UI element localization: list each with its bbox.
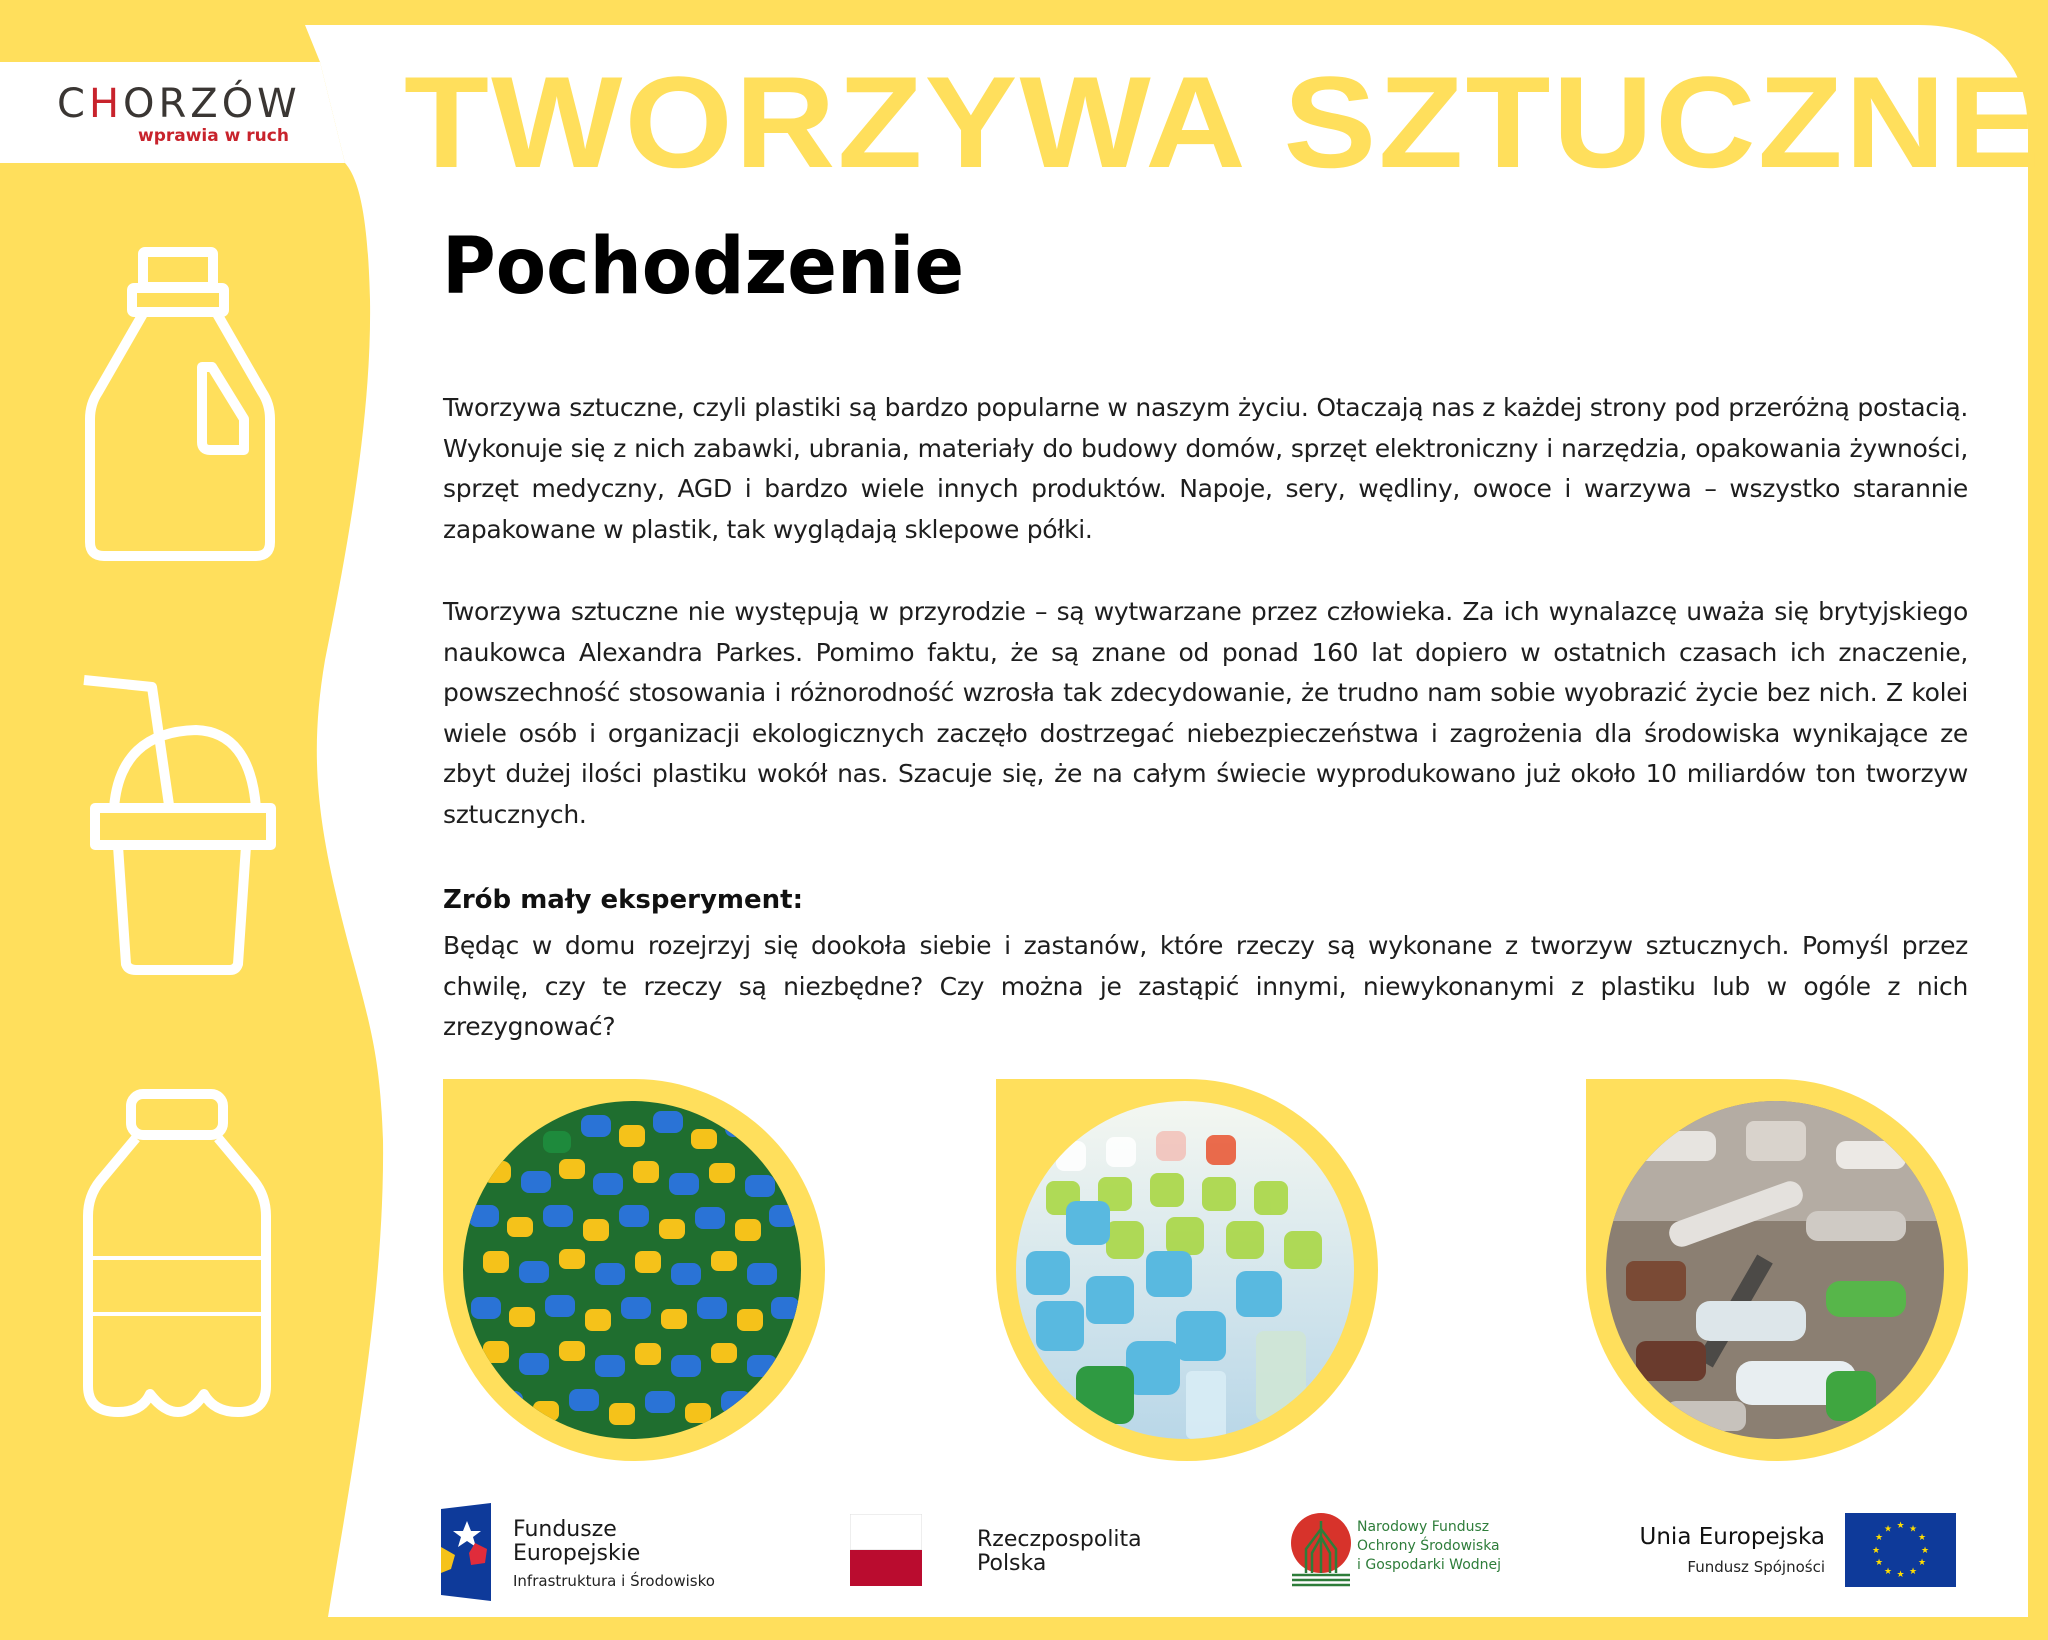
plastic-pellets-photo [463,1101,801,1439]
detergent-jug-icon [80,244,280,564]
svg-text:★: ★ [1908,1567,1918,1577]
fundusz-spojnosci-name: Fundusz Spójności [1687,1558,1825,1576]
nfosigw-name [1357,1518,1501,1575]
photo-frame-bottles [996,1079,1378,1461]
svg-text:★: ★ [1871,1546,1881,1556]
experiment-heading: Zrób mały eksperyment: [443,885,803,915]
fe-line2: Europejskie [513,1541,641,1566]
svg-text:★: ★ [1874,1558,1884,1568]
water-bottles-photo [1016,1101,1354,1439]
unia-europejska-name: Unia Europejska [1639,1524,1825,1550]
photo-frame-waste [1586,1079,1968,1461]
photo-frame-pellets [443,1079,825,1461]
nfos-line3: i Gospodarki Wodnej [1357,1557,1502,1573]
svg-text:★: ★ [1908,1524,1918,1535]
cup-with-straw-icon [80,672,280,982]
plastic-waste-photo [1606,1101,1944,1439]
rzeczpospolita-polska-name [977,1528,1142,1576]
fundusze-europejskie-name [513,1518,640,1566]
paragraph-history: Tworzywa sztuczne nie występują w przyrodzie – są wytwarzane przez człowieka. Za ich wynalazcę uważa się brytyjskiego naukowca Alexandra Parkes. Pomimo faktu, że są znane od ponad 160 lat dopiero w ostatnich czasach ich znaczenie, powszechność stosowania i różnorodność wzrosła tak zdecydowanie, że trudno nam sobie wyobrazić życie bez nich. Z kolei wiele osób i organizacji ekologicznych zaczęło dostrzegać niebezpieczeństwa i zagrożenia dla środowiska wynikające ze zbyt dużej ilości plastiku wokół nas. Szacuje się, że na całym świecie wyprodukowano już około 10 miliardów ton tworzyw sztucznych. [443,597,1968,829]
section-heading: Pochodzenie [442,222,965,312]
page-title: TWORZYWA SZTUCZNE [404,49,2043,195]
paragraph-intro: Tworzywa sztuczne, czyli plastiki są bardzo popularne w naszym życiu. Otaczają nas z każdej strony pod przeróżną postacią. Wykonuje się z nich zabawki, ubrania, materiały do budowy domów, sprzęt elektroniczny i narzędzia, opakowania żywności, sprzęt medyczny, AGD i bardzo wiele innych produktów. Napoje, sery, wędliny, owoce i warzywa – wszystko starannie zapakowane w plastik, tak wyglądają sklepowe półki. [443,393,1968,544]
logo-letter: C [57,81,89,127]
logo-accent-letter: H [88,81,124,127]
fundusze-europejskie-program: Infrastruktura i Środowisko [513,1572,715,1590]
svg-text:★: ★ [1896,1570,1905,1580]
nfosigw-logo-icon [1288,1513,1354,1588]
svg-text:★: ★ [1883,1567,1893,1577]
svg-text:★: ★ [1874,1533,1884,1543]
eu-flag-icon [1845,1513,1956,1587]
nfos-line1: Narodowy Fundusz [1357,1519,1490,1535]
chorzow-logo [57,81,301,127]
nfos-line2: Ochrony Środowiska [1357,1538,1500,1554]
experiment-text: Będąc w domu rozejrzyj się dookoła siebie i zastanów, które rzeczy są wykonane z tworzyw sztucznych. Pomyśl przez chwilę, czy te rzeczy są niezbędne? Czy można je zastąpić innymi, niewykonanymi z plastiku lub w ogóle z nich zrezygnować? [443,931,1968,1041]
logo-tagline: wprawia w ruch [138,126,289,146]
fe-line1: Fundusze [513,1517,617,1542]
rp-line1: Rzeczpospolita [977,1527,1142,1552]
svg-text:★: ★ [1917,1533,1927,1543]
svg-text:★: ★ [1920,1546,1930,1556]
rp-line2: Polska [977,1551,1047,1576]
polish-flag-icon [850,1514,922,1586]
plastic-bottle-icon [80,1086,280,1426]
svg-text:★: ★ [1917,1558,1927,1568]
svg-text:★: ★ [1883,1524,1893,1535]
svg-text:★: ★ [1896,1521,1905,1531]
logo-letters: ORZÓW [123,81,301,127]
fundusze-europejskie-logo-icon [441,1503,491,1601]
